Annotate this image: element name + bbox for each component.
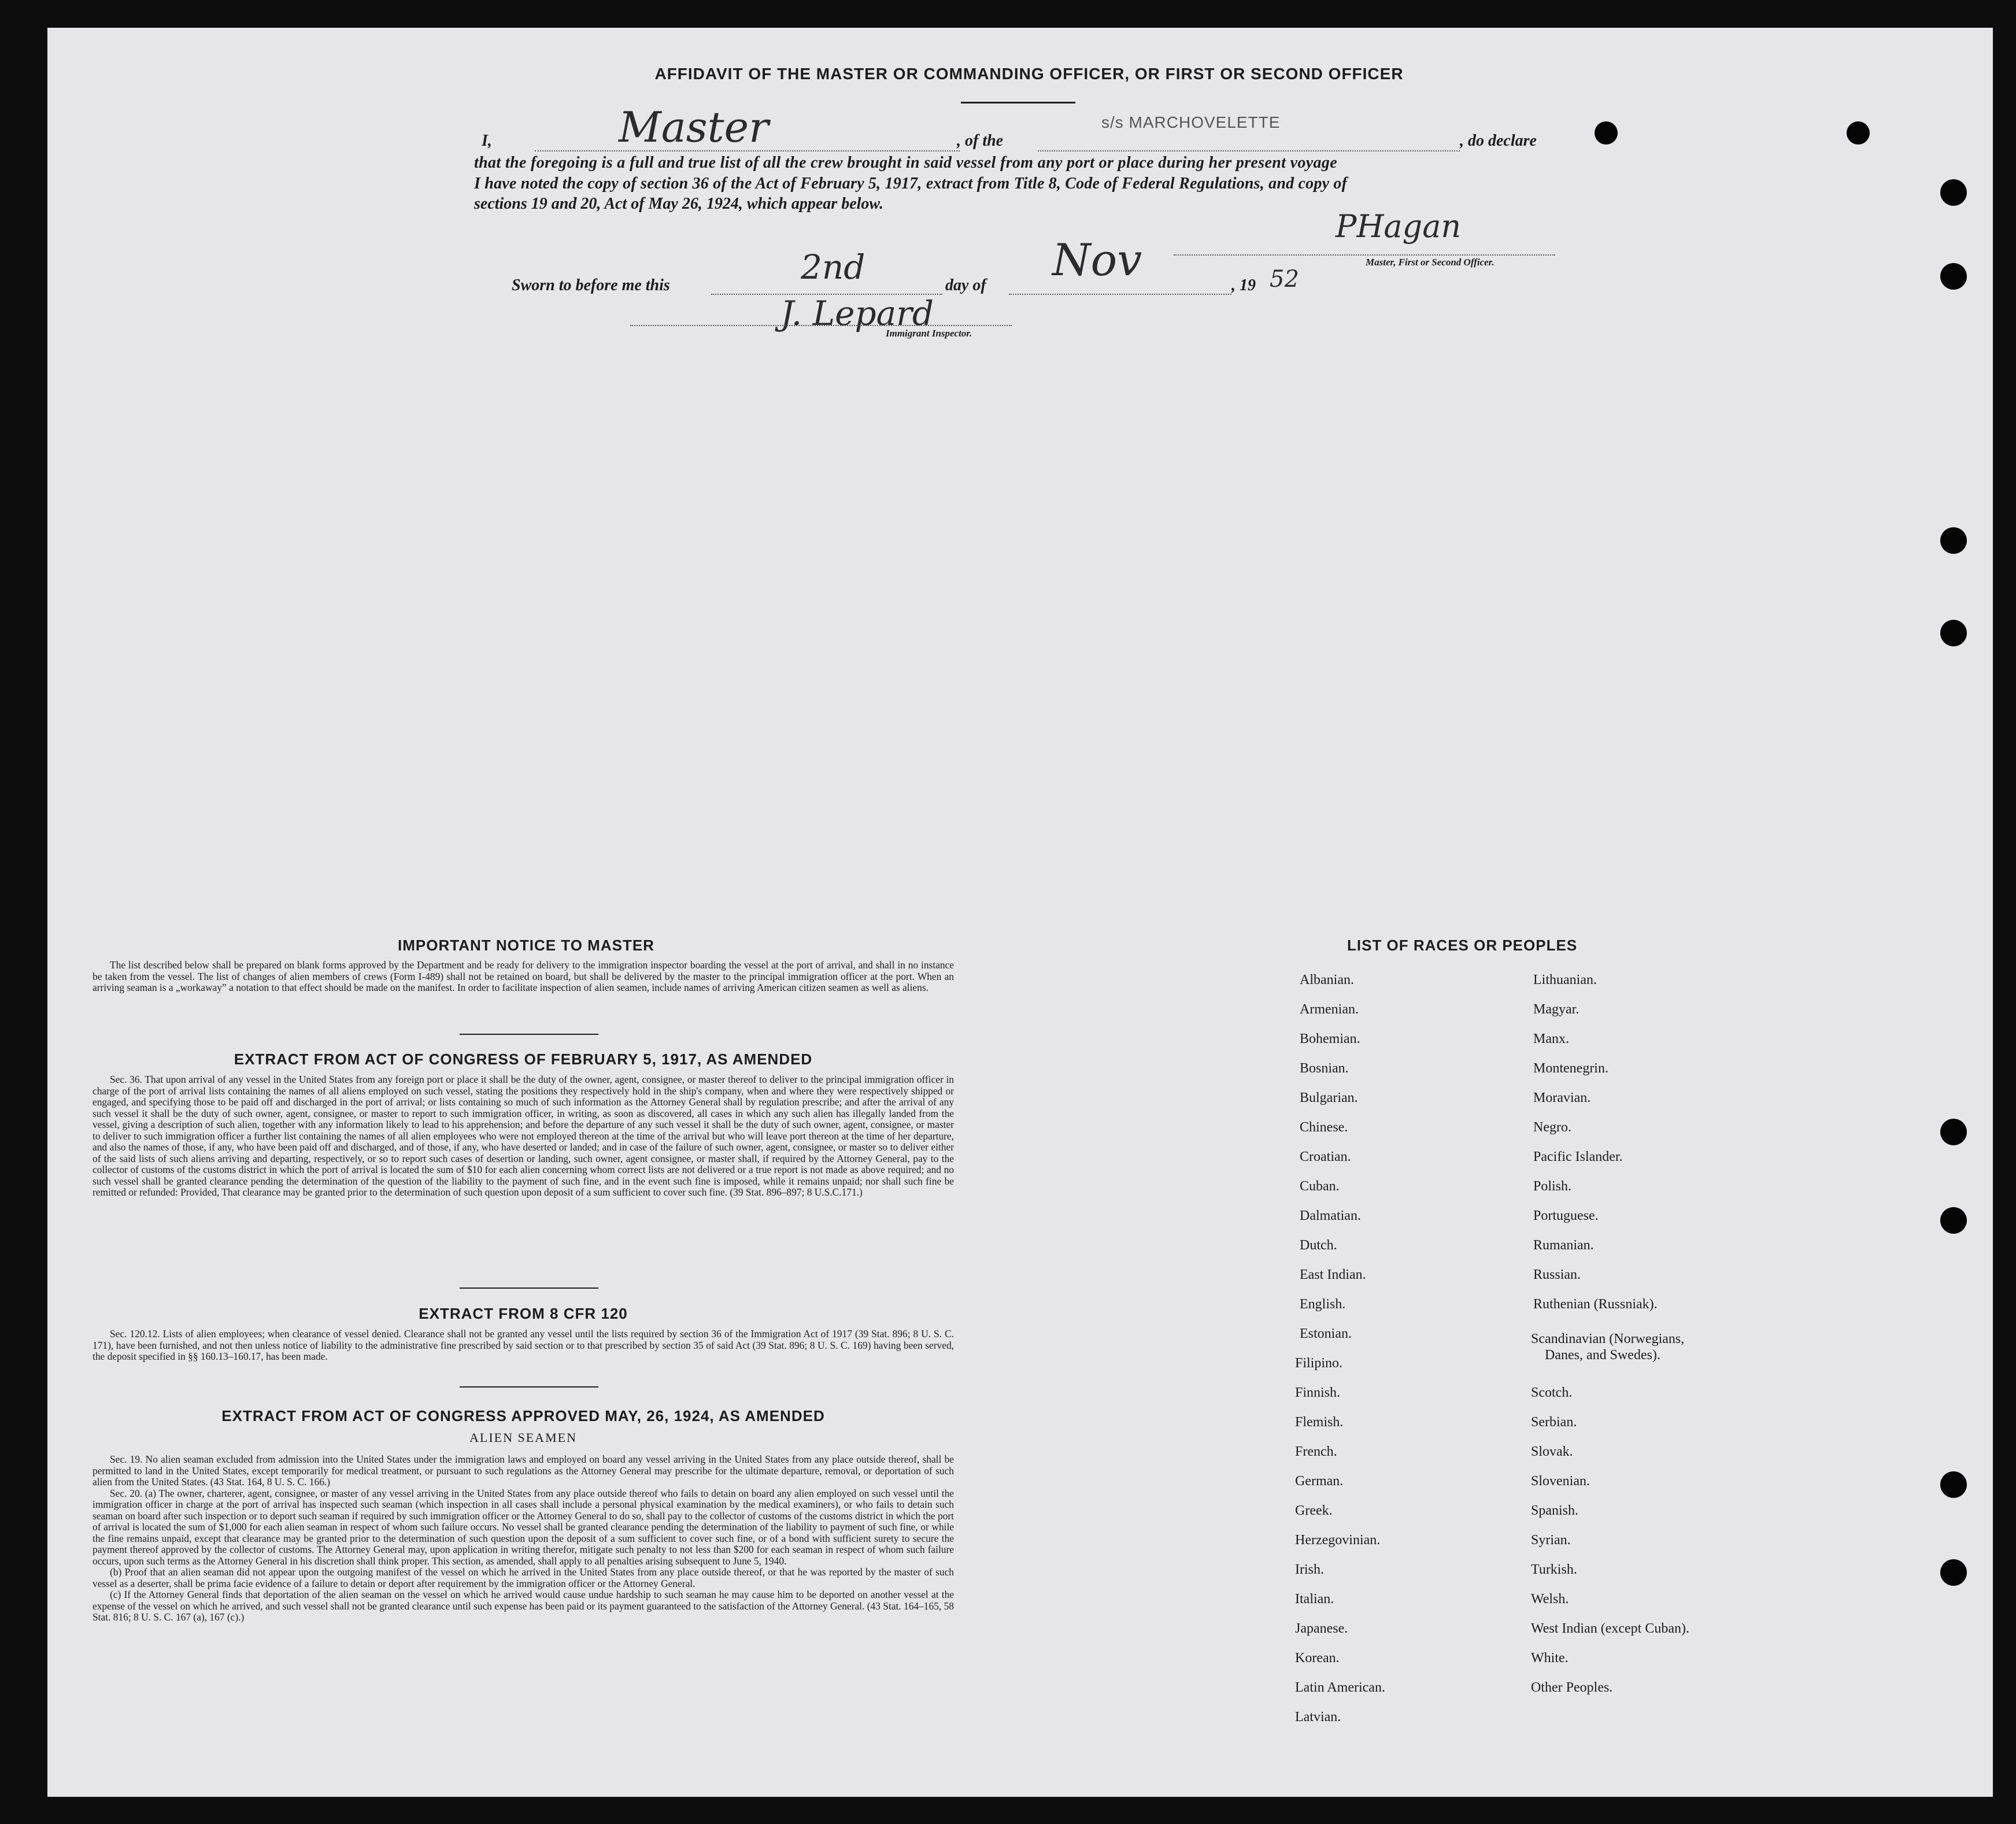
punch-hole (1940, 1471, 1967, 1498)
race-item: German. (1295, 1474, 1344, 1489)
section-20a-paragraph: Sec. 20. (a) The owner, charterer, agent, consignee, or master of any vessel arriving in the United States from any place outside thereof who fails to detain on board any alien employed on such vessel until the immigration officer in charge at the port of arrival has inspected such seaman (which inspection in all cases shall include a personal physical examination by the medical examiners), or who fails to detain such seaman on board after such inspection or to deport such seaman if required by such immigration officer or the Attorney General to do so, shall pay to the collector of customs of the customs district in which the port of arrival is located the sum of $1,000 for each alien seaman in respect of whom such failure occurs. No vessel shall be granted clearance pending the determination of the liability to payment of such fine, or while the fine remains unpaid, except that clearance may be granted prior to the determination of such question upon the deposit of a sum sufficient to cover such fine, or of a bond with sufficient surety to secure the payment thereof approved by the collector of customs. The Attorney General may, upon application in writing therefor, mitigate such penalty to not less than $200 for each seaman in respect of whom such failure occurs, upon such terms as the Attorney General in his discretion shall think proper. This section, as amended, shall apply to all penalties arising subsequent to June 5, 1940. (93, 1487, 954, 1567)
punch-hole (1940, 527, 1967, 554)
officer-signature-line (1174, 253, 1555, 256)
race-item: Scotch. (1531, 1385, 1573, 1400)
master-handwritten: Master (619, 103, 769, 151)
punch-hole (1940, 263, 1967, 290)
race-item: Moravian. (1533, 1090, 1591, 1105)
sworn-label: Sworn to before me this (512, 276, 670, 294)
alien-seamen-subtitle: ALIEN SEAMEN (469, 1430, 577, 1445)
race-item: Russian. (1533, 1267, 1581, 1282)
punch-hole (1940, 1559, 1967, 1586)
month-handwritten: Nov (1052, 234, 1142, 286)
race-item: Welsh. (1531, 1592, 1569, 1607)
race-item: Korean. (1295, 1651, 1340, 1666)
race-item: Negro. (1533, 1120, 1571, 1135)
extract-1917-title: EXTRACT FROM ACT OF CONGRESS OF FEBRUARY 5, 1917, AS AMENDED (234, 1050, 813, 1068)
punch-hole (1595, 121, 1618, 145)
day-of-label: day of (945, 276, 986, 294)
race-item: Pacific Islander. (1533, 1149, 1623, 1164)
race-item: Lithuanian. (1533, 972, 1597, 987)
race-item: Latin American. (1295, 1680, 1385, 1695)
declaration-line-3: I have noted the copy of section 36 of the Act of February 5, 1917, extract from Title 8, Code of Federal Regulations, and copy of (474, 175, 1348, 193)
race-item: Other Peoples. (1531, 1680, 1613, 1695)
race-item: Herzegovinian. (1295, 1533, 1381, 1548)
inspector-signature-line (630, 324, 1012, 326)
section-20b-paragraph: (b) Proof that an alien seaman did not appear upon the outgoing manifest of the vessel on which he arrived in the United States from any place outside thereof, or that he was reported by the master of such vessel as a deserter, shall be prima facie evidence of a failure to detain or deport after requirement by the immigration officer or the Attorney General. (93, 1566, 954, 1589)
extract-1917-body (93, 1074, 954, 1198)
race-item: East Indian. (1300, 1267, 1366, 1282)
race-item: Estonian. (1300, 1326, 1352, 1341)
race-item: Greek. (1295, 1503, 1333, 1518)
race-item: Scandinavian (Norwegians, Danes, and Swedes). (1531, 1331, 1685, 1363)
race-item: White. (1531, 1651, 1569, 1666)
section-20c-paragraph: (c) If the Attorney General finds that deportation of the alien seaman on the vessel on which he arrived would cause undue hardship to such seaman he may cause him to be deported on another vessel at the expense of the vessel on which he arrived, and such vessel shall not be granted clearance until such expense has been paid or its payment guaranteed to the satisfaction of the Attorney General. (43 Stat. 164–165, 58 Stat. 816; 8 U. S. C. 167 (a), 167 (c).) (93, 1589, 954, 1623)
year-prefix: , 19 (1231, 276, 1256, 294)
punch-hole (1940, 179, 1967, 206)
race-item: Polish. (1533, 1179, 1572, 1194)
race-item: Spanish. (1531, 1503, 1579, 1518)
of-the-label: , of the (957, 132, 1004, 150)
race-item: English. (1300, 1297, 1346, 1312)
race-item: Filipino. (1295, 1356, 1343, 1371)
declaration-line-2: that the foregoing is a full and true list of all the crew brought in said vessel from any port or place during her present voyage (474, 154, 1338, 172)
race-item: Albanian. (1300, 972, 1354, 987)
extract-1924-body (93, 1454, 954, 1623)
punch-hole (1847, 121, 1870, 145)
officer-caption: Master, First or Second Officer. (1366, 257, 1495, 268)
race-item: Rumanian. (1533, 1238, 1594, 1253)
race-item: Turkish. (1531, 1562, 1577, 1577)
punch-hole (1940, 1119, 1967, 1145)
race-item: Slovenian. (1531, 1474, 1590, 1489)
cfr-paragraph: Sec. 120.12. Lists of alien employees; when clearance of vessel denied. Clearance shall not be granted any vessel until the lists required by section 36 of the Immigration Act of 1917 (39 Stat. 896; 8 U. S. C. 171), have been furnished, and not then unless notice of liability to the administrative fine prescribed by said section or to that prescribed by section 35 of said Act (39 Stat. 896; 8 U. S. C. 169) having been served, the deposit specified in §§ 160.13–160.17, has been made. (93, 1328, 954, 1362)
section-19-paragraph: Sec. 19. No alien seaman excluded from admission into the United States under the immigration laws and employed on board any vessel arriving in the United States from any place outside thereof, shall be permitted to land in the United States, except temporarily for medical treatment, or pursuant to such regulations as the Attorney General may prescribe for the ultimate departure, removal, or deportation of such alien from the United States. (43 Stat. 164, 8 U. S. C. 166.) (93, 1453, 954, 1488)
race-item: Croatian. (1300, 1149, 1351, 1164)
vessel-stamp: s/s MARCHOVELETTE (1101, 113, 1281, 131)
race-item: Dutch. (1300, 1238, 1337, 1253)
race-item: Japanese. (1295, 1621, 1348, 1636)
officer-signature: PHagan (1336, 208, 1462, 245)
day-handwritten: 2nd (801, 247, 865, 287)
race-item: Finnish. (1295, 1385, 1341, 1400)
race-item: Montenegrin. (1533, 1061, 1608, 1076)
title-divider (961, 102, 1075, 103)
affidavit-title: AFFIDAVIT OF THE MASTER OR COMMANDING OFFICER, OR FIRST OR SECOND OFFICER (654, 65, 1404, 83)
extract-cfr-body (93, 1329, 954, 1363)
race-item: West Indian (except Cuban). (1531, 1621, 1689, 1636)
race-item: French. (1295, 1444, 1337, 1459)
declaration-line-4: sections 19 and 20, Act of May 26, 1924, which appear below. (474, 195, 884, 213)
notice-paragraph: The list described below shall be prepared on blank forms approved by the Department and be ready for delivery to the immigration inspector boarding the vessel at the port of arrival, and shall in no instance be taken from the vessel. The list of changes of alien members of crews (Form I-489) shall not be retained on board, but shall be delivered by the master to the principal immigration officer at the port. When an arriving seaman is a „workaway” a notation to that effect should be made on the manifest. In order to facilitate inspection of alien seamen, include names of arriving American citizen seamen as well as aliens. (93, 959, 954, 993)
race-item: Chinese. (1300, 1120, 1348, 1135)
section-36-paragraph: Sec. 36. That upon arrival of any vessel in the United States from any foreign port or place it shall be the duty of the owner, agent, consignee, or master thereof to deliver to the principal immigration officer in charge of the port of arrival lists containing the names of all aliens employed on such vessel, stating the positions they respectively hold in the ship's company, when and where they were respectively shipped or engaged, and specifying those to be paid off and discharged in the port of arrival; or lists containing so much of such information as the Attorney General shall by regulation prescribe; and after the arrival of any such vessel it shall be the duty of such owner, agent, consignee, or master to report to such immigration officer, in writing, as soon as discovered, all cases in which any such alien has illegally landed from the vessel, giving a description of such alien, together with any information likely to lead to his apprehension; and before the departure of any such vessel it shall be the duty of such owner, agent, consignee, or master to deliver to such immigration officer a further list containing the names of all alien employees who were not employed thereon at the time of the arrival but who will leave port thereon at the time of her departure, and also the names of those, if any, who have been paid off and discharged, and of those, if any, who have deserted or landed; and in case of the failure of such owner, agent, consignee, or master so to deliver either of the said lists of such aliens arriving and departing, respectively, or so to report such cases of desertion or landing, such owner, agent consignee, or master shall, if required by the Attorney General, pay to the collector of customs of the customs district in which the port of arrival is located the sum of $10 for each alien concerning whom correct lists are not delivered or a true report is not made as above required; and no such vessel shall be granted clearance pending the determination of the question of the liability to the payment of such fine, and in the event such fine is imposed, while it remains unpaid; nor shall such fine be remitted or refunded: Provided, That clearance may be granted prior to the determination of such question upon deposit of a sum sufficient to cover such fine. (39 Stat. 896–897; 8 U.S.C.171.) (93, 1074, 954, 1198)
notice-body (93, 960, 954, 994)
race-item: Dalmatian. (1300, 1208, 1361, 1223)
punch-hole (1940, 1207, 1967, 1234)
extract-cfr-title: EXTRACT FROM 8 CFR 120 (419, 1305, 628, 1322)
race-item: Manx. (1533, 1031, 1569, 1046)
race-item: Syrian. (1531, 1533, 1571, 1548)
extract-1917-divider (460, 1287, 598, 1289)
race-item: Flemish. (1295, 1415, 1344, 1430)
race-item: Bosnian. (1300, 1061, 1349, 1076)
race-item: Irish. (1295, 1562, 1324, 1577)
race-item: Bohemian. (1300, 1031, 1360, 1046)
race-item: Ruthenian (Russniak). (1533, 1297, 1658, 1312)
year-handwritten: 52 (1270, 266, 1299, 293)
punch-hole (1940, 620, 1967, 646)
extract-cfr-divider (460, 1386, 598, 1388)
notice-divider (460, 1034, 598, 1035)
month-line (1009, 293, 1231, 295)
extract-1924-title: EXTRACT FROM ACT OF CONGRESS APPROVED MAY, 26, 1924, AS AMENDED (221, 1407, 825, 1425)
race-item: Portuguese. (1533, 1208, 1599, 1223)
i-label: I, (482, 132, 492, 150)
vessel-name-line (1038, 149, 1460, 151)
race-item: Magyar. (1533, 1002, 1579, 1017)
race-item: Serbian. (1531, 1415, 1577, 1430)
do-declare-label: , do declare (1460, 132, 1537, 150)
race-item: Bulgarian. (1300, 1090, 1358, 1105)
race-item: Slovak. (1531, 1444, 1573, 1459)
races-title: LIST OF RACES OR PEOPLES (1347, 937, 1578, 954)
race-item: Latvian. (1295, 1710, 1341, 1725)
race-item: Italian. (1295, 1592, 1334, 1607)
inspector-caption: Immigrant Inspector. (886, 328, 972, 339)
race-item: Cuban. (1300, 1179, 1340, 1194)
inspector-signature: J. Lepard (780, 294, 934, 333)
notice-title: IMPORTANT NOTICE TO MASTER (398, 937, 654, 954)
race-item: Armenian. (1300, 1002, 1359, 1017)
